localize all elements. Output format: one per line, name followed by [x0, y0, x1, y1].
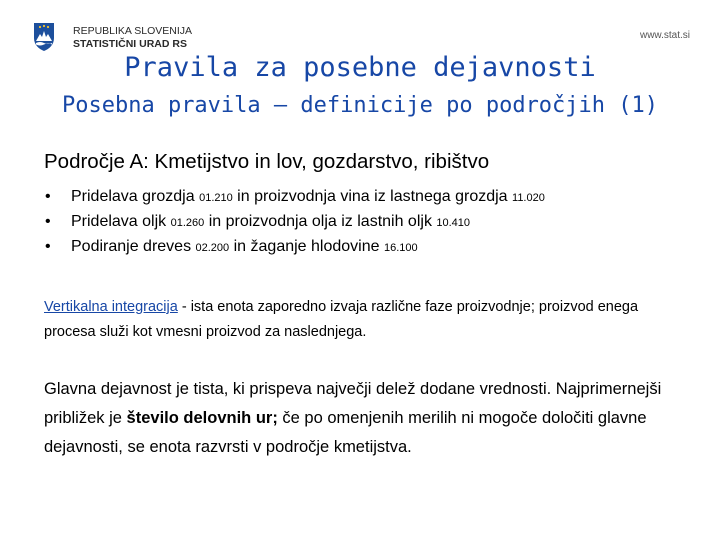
organization-name-line2: STATISTIČNI URAD RS: [73, 38, 187, 50]
activity-list: [44, 185, 545, 260]
header-logo: [33, 22, 233, 54]
activity-code: 16.100: [383, 242, 418, 254]
main-activity-text: če po omenjenih merilih ni mogoče določiti glavne dejavnosti, se enota razvrsti v področje kmetijstva.: [44, 409, 647, 456]
list-item-text: Pridelava grozdja: [71, 188, 200, 205]
organization-name: [73, 25, 192, 51]
list-item-text: Podiranje dreves: [71, 238, 196, 255]
slovenia-coat-of-arms-icon: [33, 22, 55, 52]
list-item-text: in žaganje hlodovine: [229, 238, 384, 255]
vertical-integration-paragraph: [44, 295, 684, 345]
activity-code: 01.260: [170, 217, 205, 229]
section-heading: Področje A: Kmetijstvo in lov, gozdarstvo, ribištvo: [44, 150, 490, 173]
main-activity-emphasis: število delovnih ur;: [126, 409, 278, 427]
list-item-text: Pridelava oljk: [71, 213, 171, 230]
activity-code: 02.200: [195, 242, 230, 254]
main-activity-text: Glavna dejavnost je tista, ki prispeva največji delež dodane vrednosti. Najprimernejši približek je: [44, 380, 662, 427]
activity-code: 01.210: [199, 192, 233, 204]
vertical-integration-link[interactable]: Vertikalna integracija: [44, 299, 178, 315]
slide-subtitle: Posebna pravila – definicije po področjih (1): [61, 93, 659, 118]
organization-name-line1: REPUBLIKA SLOVENIJA: [73, 25, 193, 37]
list-item-text: in proizvodnja olja iz lastnih oljk: [204, 213, 437, 230]
activity-code: 11.020: [512, 192, 545, 204]
list-item-text: in proizvodnja vina iz lastnega grozdja: [232, 188, 513, 205]
slide-title: Pravila za posebne dejavnosti: [124, 52, 596, 83]
website-url[interactable]: www.stat.si: [639, 30, 690, 41]
vertical-integration-text: - ista enota zaporedno izvaja različne faze proizvodnje; proizvod enega procesa služi kot vmesni proizvod za naslednjega.: [44, 299, 639, 340]
activity-code: 10.410: [436, 217, 471, 229]
list-item: [44, 235, 545, 260]
list-item: [44, 210, 545, 235]
main-activity-paragraph: [44, 375, 694, 462]
list-item: [44, 185, 545, 210]
